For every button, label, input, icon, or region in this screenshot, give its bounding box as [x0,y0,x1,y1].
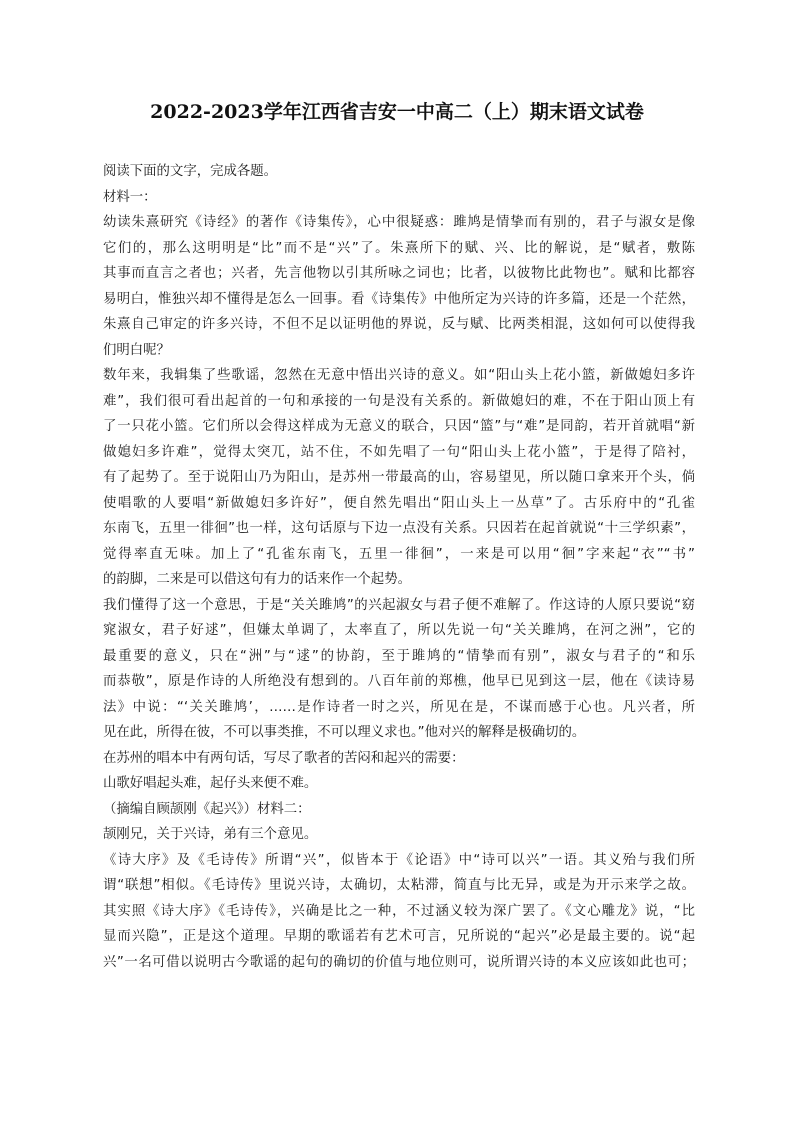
text-line: 数年来，我辑集了些歌谣，忽然在无意中悟出兴诗的意义。如“阳山头上花小篮，新做媳妇多许 [103,368,695,383]
text-line: 朱熹自己审定的许多兴诗，不但不足以证明他的界说，反与赋、比两类相混，这如何可以使得我 [103,317,695,332]
text-line: 的韵脚，二来是可以借这句有力的话来作一个起势。 [103,572,411,587]
text-line: （摘编自顾颉刚《起兴》）材料二： [103,801,311,817]
document-title: 2022-2023学年江西省吉安一中高二（上）期末语文试卷 [150,101,644,123]
text-line: 谓“联想”相似。《毛诗传》里说兴诗，太确切，太粘滞，简直与比无异，或是为开示来学之故。 [103,878,695,893]
text-line: 了一只花小篮。它们所以会得这样成为无意义的联合，只因“篮”与“难”是同韵，若开首就唱“新 [103,419,695,434]
text-line: 见在此，所得在彼，不可以事类推，不可以理义求也。”他对兴的解释是极确切的。 [103,725,586,740]
text-line: 阅读下面的文字，完成各题。 [103,164,278,179]
text-line: 有了起势了。至于说阳山乃为阳山，是苏州一带最高的山，容易望见，所以随口拿来开个头，倘 [103,470,695,485]
document-body [103,159,695,975]
text-line: 最重要的意义，只在“洲”与“逑”的协韵，至于雎鸠的“情挚而有别”，淑女与君子的“和乐 [103,648,695,664]
text-line: 难”，我们很可看出起首的一句和承接的一句是没有关系的。新做媳妇的难，不在于阳山顶上有 [103,393,695,409]
text-line: 们明白呢？ [103,342,170,358]
text-line: 做媳妇多许难”，觉得太突兀，站不住，不如先唱了一句“阳山头上花小篮”，于是得了陪衬， [103,444,695,460]
text-line: 而恭敬”，原是作诗的人所绝没有想到的。八百年前的郑樵，他早已见到这一层，他在《读诗易 [103,674,695,689]
text-line: 《诗大序》及《毛诗传》所谓“兴”，似皆本于《论语》中“诗可以兴”一语。其义殆与我们所 [103,852,695,868]
text-line: 它们的，那么这明明是“比”而不是“兴”了。朱熹所下的赋、兴、比的解说，是“赋者，敷陈 [103,240,695,256]
text-line: 山歌好唱起头难，起仔头来便不难。 [103,776,318,791]
text-line: 使唱歌的人要唱“新做媳妇多许好”，便自然先唱出“阳山头上一丛草”了。古乐府中的“孔雀 [103,495,695,511]
text-line: 兴”一名可借以说明古今歌谣的起句的确切的价值与地位则可，说所谓兴诗的本义应该如此也可； [103,954,695,970]
text-line: 在苏州的唱本中有两句话，写尽了歌者的苦闷和起兴的需要： [103,750,465,766]
text-line: 材料一： [103,189,157,205]
text-line: 东南飞，五里一徘徊”也一样，这句话原与下边一点没有关系。只因若在起首就说“十三学织素”， [103,521,695,536]
text-line: 其实照《诗大序》《毛诗传》，兴确是比之一种，不过涵义较为深广罢了。《文心雕龙》说，“比 [103,903,695,919]
text-line: 显而兴隐”，正是这个道理。早期的歌谣若有艺术可言，兄所说的“起兴”必是最主要的。说“起 [103,929,695,944]
text-line: 觉得率直无味。加上了“孔雀东南飞，五里一徘徊”，一来是可以用“徊”字来起“衣”“书” [103,546,695,562]
text-line: 其事而直言之者也；兴者，先言他物以引其所咏之词也；比者，以彼物比此物也”。赋和比都容 [103,266,695,281]
text-line: 易明白，惟独兴却不懂得是怎么一回事。看《诗集传》中他所定为兴诗的许多篇，还是一个茫然， [103,291,695,307]
text-line: 法》中说：“‘关关雎鸠’，……是作诗者一时之兴，所见在是，不谋而感于心也。凡兴者，所 [103,699,695,715]
text-line: 我们懂得了这一个意思，于是“关关雎鸠”的兴起淑女与君子便不难解了。作这诗的人原只要说“窈 [103,597,695,613]
text-line: 窕淑女，君子好逑”，但嫌太单调了，太率直了，所以先说一句“关关雎鸠，在河之洲”，它的 [103,623,695,638]
text-line: 颉刚兄，关于兴诗，弟有三个意见。 [103,827,318,842]
text-line: 幼读朱熹研究《诗经》的著作《诗集传》，心中很疑惑：雎鸠是情挚而有别的，君子与淑女是像 [103,215,695,230]
